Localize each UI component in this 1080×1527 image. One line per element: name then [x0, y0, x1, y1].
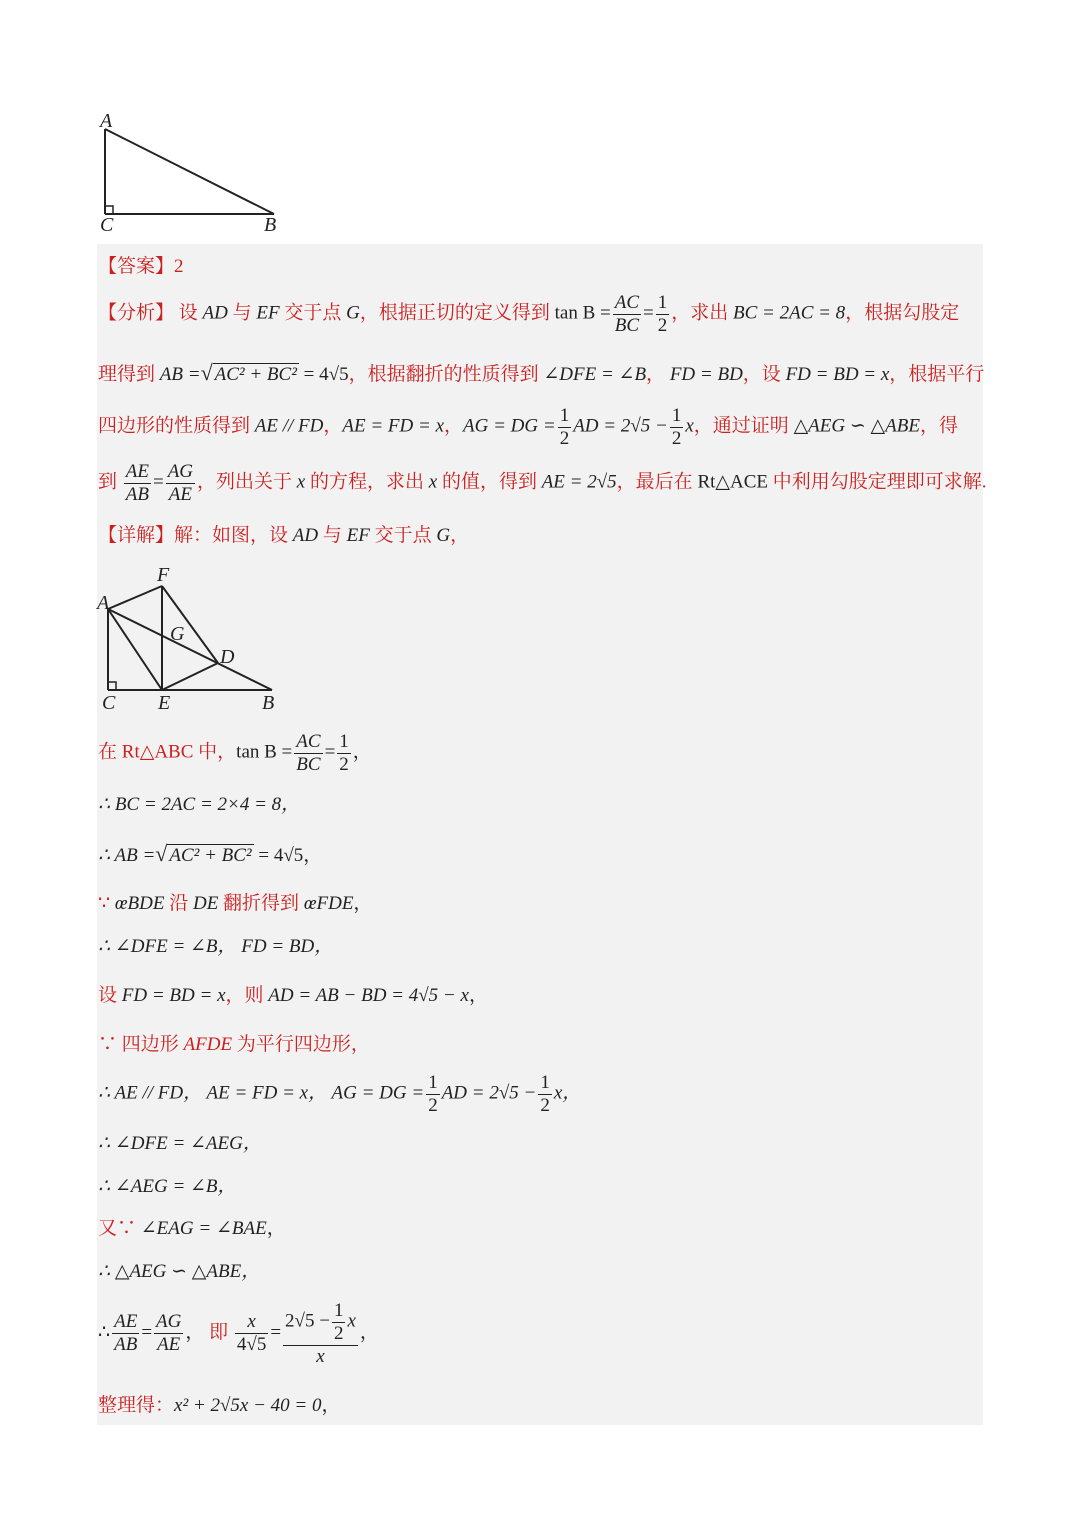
den	[283, 1346, 358, 1368]
text: ，最后在	[616, 471, 698, 493]
math: x，	[553, 1082, 582, 1104]
text: 解：如图，设	[174, 525, 293, 546]
fraction	[294, 731, 322, 776]
analysis-line-4	[98, 461, 987, 506]
num: 1	[540, 1072, 550, 1093]
v: AG	[156, 1311, 182, 1333]
math: x	[428, 471, 438, 493]
v: AE	[157, 1334, 181, 1356]
text: 到	[98, 471, 122, 493]
math: ∴ △AEG ∽ △ABE，	[98, 1261, 261, 1282]
text: ，	[468, 985, 488, 1006]
v: AB	[125, 483, 149, 505]
step-6	[98, 986, 488, 1005]
num	[294, 731, 322, 754]
text: ，设	[742, 364, 786, 385]
analysis-line-3	[98, 405, 958, 450]
math: ∴ AB =	[98, 845, 156, 866]
radical: √	[155, 841, 168, 866]
text: ，	[266, 1218, 286, 1239]
text: 四边形的性质得到	[98, 415, 255, 437]
text: ，	[353, 893, 373, 914]
text: ，求出	[671, 302, 733, 324]
math: AE // FD	[254, 415, 324, 437]
num: 1	[671, 405, 682, 426]
den: 4√5	[236, 1334, 267, 1356]
text: 即	[209, 1322, 229, 1344]
fraction	[332, 1300, 346, 1345]
vertex-label-b: B	[264, 214, 277, 236]
num	[112, 1311, 139, 1334]
step-10	[98, 1177, 237, 1196]
analysis-line-1	[98, 292, 959, 337]
math: AD = AB − BD = 4√5 − x	[268, 985, 469, 1006]
den: 2	[428, 1094, 438, 1116]
text: ，通过证明	[693, 415, 794, 437]
vertex-label-c: C	[102, 692, 116, 714]
text: 的值，得到	[437, 471, 542, 493]
text: ，根据勾股定	[845, 302, 960, 324]
fraction	[166, 461, 195, 506]
text: ∵ 四边形	[98, 1034, 184, 1055]
math: G	[346, 302, 360, 324]
radical: √	[200, 360, 213, 385]
text: ，	[185, 1322, 205, 1344]
fraction	[613, 292, 641, 337]
math: = 4√5	[303, 364, 349, 385]
text: ，	[359, 1322, 379, 1344]
text: 在	[98, 741, 122, 763]
text: ，列出关于	[197, 471, 297, 493]
den	[613, 315, 641, 337]
text: 交于点	[369, 525, 437, 546]
den	[112, 1334, 139, 1356]
den	[124, 484, 151, 506]
den: 2	[671, 427, 682, 449]
step-5	[98, 937, 333, 956]
math: ∴ ∠AEG = ∠B，	[98, 1176, 237, 1197]
text: 翻折得到	[218, 893, 304, 914]
num: 1	[333, 1300, 344, 1321]
vertex-label-d: D	[220, 646, 235, 668]
vertex-label-f: F	[157, 564, 170, 586]
text: ，根据翻折的性质得到	[348, 364, 544, 385]
detail-line	[98, 526, 469, 545]
den	[294, 754, 322, 776]
eq: =	[141, 1322, 153, 1344]
sqrt	[155, 843, 253, 865]
v: AC	[296, 731, 321, 752]
math: AD	[202, 302, 228, 324]
math: œBDE	[114, 893, 165, 914]
step-4	[98, 894, 372, 913]
num: 1	[428, 1072, 438, 1093]
math: AE = 2√5	[541, 471, 617, 493]
text: 与	[318, 525, 347, 546]
v: AE	[168, 483, 192, 505]
v: x	[247, 1311, 256, 1333]
math: ∴ ∠DFE = ∠B， FD = BD，	[98, 936, 334, 957]
math: x	[685, 415, 694, 437]
step-14	[98, 1396, 341, 1415]
text: ，	[352, 741, 372, 763]
text: 为平行四边形，	[232, 1034, 370, 1055]
v: 2√5 −	[285, 1310, 330, 1332]
v: AE	[125, 461, 149, 482]
den: 2	[657, 314, 668, 336]
num: 1	[559, 405, 570, 426]
text: 中利用勾股定理即可求解.	[768, 471, 987, 493]
fraction	[337, 731, 351, 776]
v: x	[347, 1310, 356, 1332]
fraction	[656, 292, 670, 337]
vertex-label-a: A	[100, 110, 113, 132]
math: Rt△ACE	[697, 471, 769, 493]
v: BC	[614, 314, 639, 336]
math: ∠DFE = ∠B	[543, 364, 647, 385]
vertex-label-g: G	[170, 623, 185, 645]
text: 理得到	[98, 364, 160, 385]
math: G	[436, 525, 451, 546]
math: x² + 2√5x − 40 = 0	[174, 1395, 322, 1416]
math: AFDE	[183, 1034, 233, 1055]
math: FD = BD = x	[785, 364, 890, 385]
math: tan B =	[554, 302, 611, 324]
analysis-label: 【分析】	[98, 302, 175, 324]
vertex-label-e: E	[158, 692, 171, 714]
math: Rt△ABC	[121, 741, 194, 763]
answer-value: 2	[174, 256, 184, 277]
num	[613, 292, 641, 315]
math: tan B =	[236, 741, 293, 763]
math: AD	[292, 525, 319, 546]
text: ，则	[225, 985, 269, 1006]
vertex-label-a: A	[97, 592, 110, 614]
vertex-label-b: B	[262, 692, 275, 714]
num	[124, 461, 151, 484]
math: EF	[256, 302, 280, 324]
text: 的方程，求出	[305, 471, 429, 493]
v: AG	[167, 461, 194, 482]
math: EF	[346, 525, 370, 546]
den: 2	[559, 427, 570, 449]
radicand: AC² + BC²	[214, 364, 297, 385]
text: 与	[227, 302, 257, 324]
step-12	[98, 1262, 260, 1281]
step-8	[98, 1072, 581, 1117]
folded-triangle-figure	[98, 570, 288, 700]
fraction	[112, 1311, 139, 1356]
step-9	[98, 1134, 262, 1153]
fraction	[670, 405, 684, 450]
text: 中，	[193, 741, 237, 763]
text: ，	[444, 415, 464, 437]
math: AE = FD = x	[342, 415, 445, 437]
v: AC	[614, 292, 639, 313]
math: AD = 2√5 −	[573, 415, 668, 437]
v: x	[316, 1345, 325, 1367]
text: ，	[646, 364, 666, 385]
den: 2	[339, 753, 349, 775]
fraction	[124, 461, 151, 506]
math: = 4√5，	[258, 845, 323, 866]
eq: =	[270, 1322, 282, 1344]
eq: =	[324, 741, 336, 763]
text: 设	[178, 302, 203, 324]
fraction	[558, 405, 572, 450]
text: 又∵	[98, 1218, 141, 1239]
text: 整理得：	[98, 1395, 175, 1416]
detail-label: 【详解】	[98, 525, 175, 546]
radicand: AC² + BC²	[169, 845, 252, 866]
fraction	[283, 1300, 358, 1368]
num	[235, 1311, 268, 1334]
math: ∴	[98, 1322, 111, 1344]
den	[154, 1334, 183, 1356]
eq: =	[643, 302, 654, 324]
math: BC = 2AC = 8	[732, 302, 846, 324]
text: 沿	[164, 893, 193, 914]
step-7	[98, 1035, 370, 1054]
step-1	[98, 731, 372, 776]
text: ，	[323, 415, 343, 437]
text: ，得	[919, 415, 958, 437]
fraction	[154, 1311, 183, 1356]
den: 2	[333, 1322, 344, 1344]
v: AE	[114, 1311, 138, 1333]
math: ∴ BC = 2AC = 2×4 = 8，	[98, 794, 301, 815]
math: œFDE	[303, 893, 354, 914]
math: FD = BD = x	[121, 985, 226, 1006]
eq: =	[152, 471, 164, 493]
math: ∴ ∠DFE = ∠AEG，	[98, 1133, 262, 1154]
sqrt	[201, 362, 299, 384]
math: DE	[192, 893, 219, 914]
v: BC	[296, 753, 321, 775]
num: 1	[339, 731, 349, 752]
text: ，	[450, 525, 470, 546]
triangle-figure-top	[98, 110, 288, 240]
text: 设	[98, 985, 122, 1006]
text: 交于点	[279, 302, 347, 324]
analysis-line-2	[98, 362, 984, 384]
num	[154, 1311, 183, 1334]
math: x	[296, 471, 306, 493]
text: ，	[321, 1395, 341, 1416]
den: 2	[540, 1094, 550, 1116]
answer-line	[98, 257, 184, 276]
num	[283, 1300, 358, 1346]
step-11	[98, 1219, 286, 1238]
fraction	[538, 1072, 552, 1117]
vertex-label-c: C	[100, 214, 114, 236]
text: ，根据正切的定义得到	[359, 302, 555, 324]
answer-label: 【答案】	[98, 256, 175, 277]
math: AD = 2√5 −	[441, 1082, 537, 1104]
step-3	[98, 843, 322, 865]
step-2	[98, 795, 300, 814]
math: FD = BD	[669, 364, 743, 385]
v: AB	[114, 1334, 138, 1356]
step-13	[98, 1300, 379, 1368]
math: AB =	[159, 364, 201, 385]
fraction	[426, 1072, 440, 1117]
fraction	[235, 1311, 268, 1356]
math: △AEG ∽ △ABE	[793, 415, 920, 437]
math: ∠EAG = ∠BAE	[140, 1218, 267, 1239]
num: 1	[657, 292, 668, 313]
text: ∵	[98, 893, 115, 914]
math: ∴ AE // FD， AE = FD = x， AG = DG =	[98, 1082, 425, 1104]
math: AG = DG =	[463, 415, 556, 437]
den	[166, 484, 195, 506]
num	[166, 461, 195, 484]
text: ，根据平行	[889, 364, 985, 385]
